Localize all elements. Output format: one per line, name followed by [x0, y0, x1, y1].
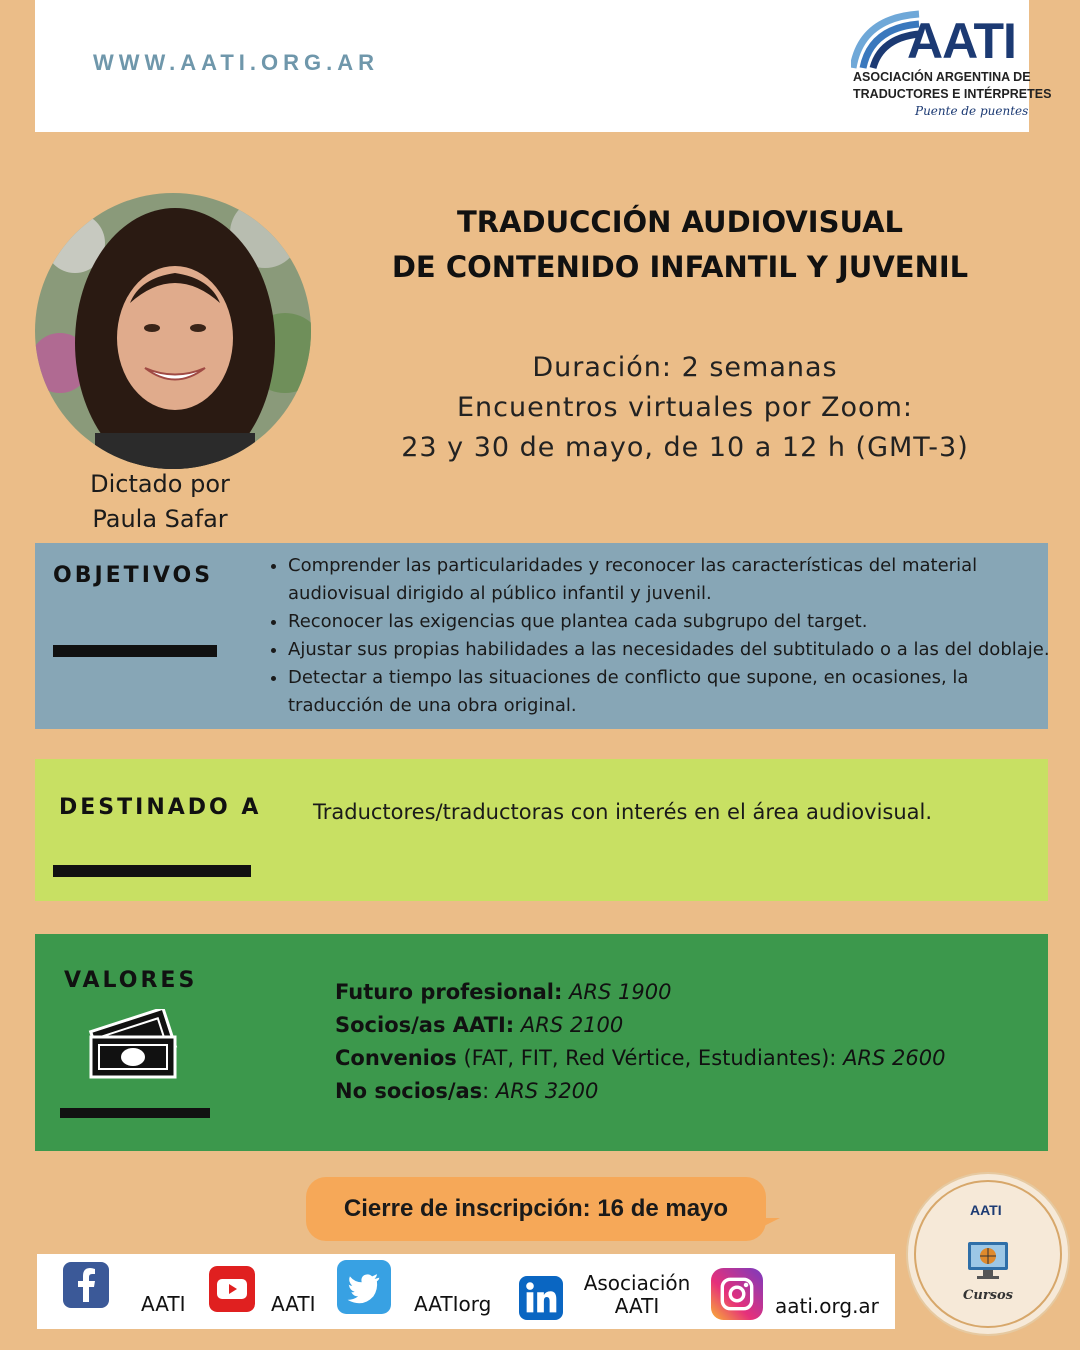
youtube-icon[interactable] [209, 1266, 255, 1312]
computer-globe-icon [966, 1240, 1010, 1282]
instagram-icon[interactable] [711, 1268, 763, 1320]
youtube-label[interactable]: AATI [271, 1292, 316, 1316]
badge-wordmark: AATI [970, 1202, 1002, 1218]
valores-section [35, 934, 1048, 1151]
objetivos-title: OBJETIVOS [53, 563, 214, 588]
destinado-divider [53, 865, 251, 877]
header-banner [35, 0, 1052, 132]
course-title [330, 200, 1030, 290]
list-item: • Ajustar sus propias habilidades a las necesidades del subtitulado o a las del doblaje. [288, 636, 1063, 664]
objetivos-section [35, 543, 1048, 729]
destinado-title: DESTINADO A [59, 795, 262, 820]
list-item: • Detectar a tiempo las situaciones de conflicto que supone, en ocasiones, la traducción de una obra original. [288, 664, 1063, 720]
valores-title: VALORES [64, 968, 198, 993]
price-socios: Socios/as AATI: ARS 2100 [335, 1013, 624, 1037]
instructor-photo [35, 193, 311, 469]
destinado-section [35, 759, 1048, 901]
list-item: • Reconocer las exigencias que plantea cada subgrupo del target. [288, 608, 1063, 636]
deadline-text: Cierre de inscripción: 16 de mayo [343, 1195, 729, 1222]
list-item: • Comprender las particularidades y reconocer las características del material audiovisual dirigido al público infantil y juvenil. [288, 552, 1063, 608]
course-duration: Duración: 2 semanas [532, 352, 838, 383]
logo-wordmark: AATI [907, 13, 1016, 69]
logo-slogan: Puente de puentes [915, 104, 1029, 118]
price-futuro-profesional: Futuro profesional: ARS 1900 [335, 980, 672, 1004]
twitter-icon[interactable] [337, 1260, 391, 1314]
money-icon [83, 1009, 179, 1081]
twitter-label[interactable]: AATIorg [414, 1292, 492, 1316]
cursos-badge [906, 1172, 1070, 1336]
facebook-icon[interactable] [63, 1262, 109, 1308]
deadline-bubble [306, 1177, 766, 1241]
price-no-socios: No socios/as: ARS 3200 [335, 1079, 599, 1103]
valores-divider [60, 1108, 210, 1118]
instructor-name: Paula Safar [92, 505, 228, 533]
linkedin-icon[interactable] [519, 1276, 563, 1320]
destinado-text: Traductores/traductoras con interés en el área audiovisual. [313, 800, 933, 824]
logo-org-line1: ASOCIACIÓN ARGENTINA DE [853, 70, 1031, 84]
instagram-label[interactable]: aati.org.ar [775, 1294, 879, 1318]
course-meetings: Encuentros virtuales por Zoom: [457, 392, 913, 423]
badge-label: Cursos [963, 1288, 1013, 1303]
social-bar [37, 1254, 895, 1329]
price-convenios: Convenios (FAT, FIT, Red Vértice, Estudiantes): ARS 2600 [335, 1046, 946, 1070]
instructor-label: Dictado por [90, 470, 230, 498]
objetivos-divider [53, 645, 217, 657]
website-url[interactable]: WWW.AATI.ORG.AR [93, 50, 379, 75]
facebook-label[interactable]: AATI [141, 1292, 186, 1316]
aati-logo [815, 6, 1052, 124]
course-dates: 23 y 30 de mayo, de 10 a 12 h (GMT-3) [401, 432, 969, 463]
course-title-line1: TRADUCCIÓN AUDIOVISUAL [456, 205, 904, 239]
linkedin-label[interactable]: Asociación AATI [583, 1271, 691, 1318]
logo-org-line2: TRADUCTORES E INTÉRPRETES [853, 87, 1052, 101]
course-title-line2: DE CONTENIDO INFANTIL Y JUVENIL [391, 250, 969, 284]
objetivos-list [268, 552, 1063, 720]
